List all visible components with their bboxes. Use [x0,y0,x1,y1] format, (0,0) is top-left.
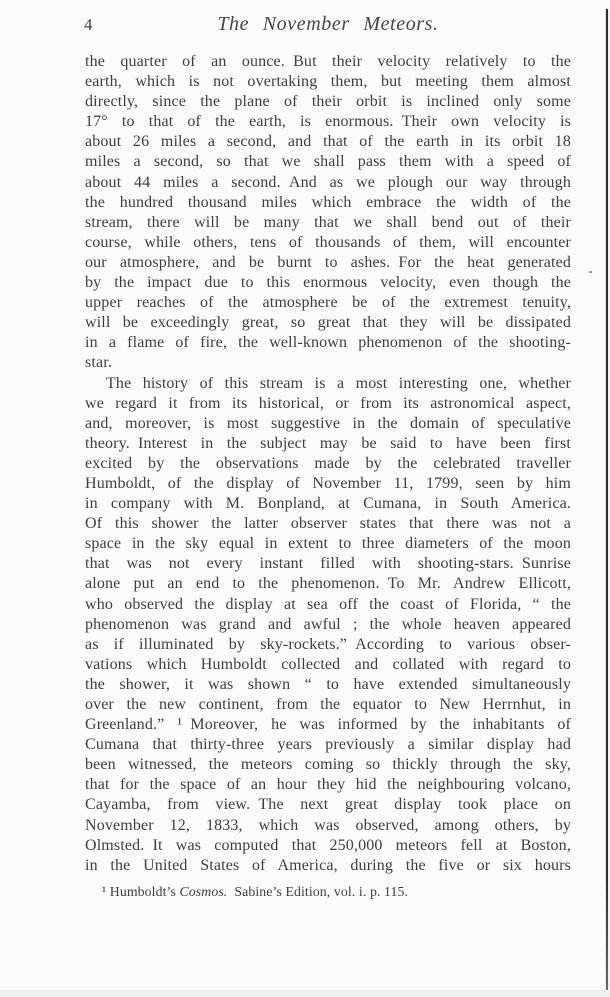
text-line: Of this shower the latter observer states that there was not a [85,515,571,533]
text-line: we regard it from its historical, or from its astronomical aspect, [85,394,571,412]
text-line: November 12, 1833, which was observed, among others, by [85,816,571,834]
footnote [102,884,562,900]
text-line: that for the space of an hour they hid the neighbouring volcano, [85,776,571,794]
text-line: miles a second, so that we shall pass them with a speed of [85,153,571,171]
text-line: the hundred thousand miles which embrace the width of the [85,193,571,211]
ink-speck [589,271,592,273]
text-line: vations which Humboldt collected and collated with regard to [85,655,571,673]
text-line: as if illuminated by sky-rockets.” According to various obser- [85,635,571,653]
text-line: Olmsted. It was computed that 250,000 meteors fell at Boston, [85,836,571,854]
text-line: by the impact due to this enormous velocity, even though the [85,274,571,292]
text-line: 17° to that of the earth, is enormous. Their own velocity is [85,113,571,131]
text-line: space in the sky equal in extent to three diameters of the moon [85,535,571,553]
footnote-work-title: Cosmos. [179,884,228,899]
text-line: Humboldt, of the display of November 11, 1799, seen by him [85,474,571,492]
page-number: 4 [84,15,93,34]
text-line: will be exceedingly great, so great that they will be dissipated [85,314,571,332]
text-line: directly, since the plane of their orbit is inclined only some [85,93,571,111]
text-line: Greenland.” ¹ Moreover, he was informed by the inhabitants of [85,716,571,734]
text-line: about 26 miles a second, and that of the earth in its orbit 18 [85,133,571,151]
text-line: phenomenon was grand and awful ; the whole heaven appeared [85,615,571,633]
text-line: stream, there will be many that we shall bend out of their [85,213,571,231]
text-line: The history of this stream is a most interesting one, whether [106,374,571,392]
footnote-text: Sabine’s Edition, vol. i. p. 115. [227,884,409,899]
text-line: over the new continent, from the equator to New Herrnhut, in [85,696,571,713]
text-line: the shower, it was shown “ to have extended simultaneously [85,675,571,693]
text-line: course, while others, tens of thousands of them, will encounter [85,233,571,251]
text-line: earth, which is not overtaking them, but meeting them almost [85,73,571,91]
footnote-text: ¹ Humboldt’s [102,884,180,899]
text-line: the quarter of an ounce. But their velocity relatively to the [85,53,571,70]
text-line: about 44 miles a second. And as we plough our way through [85,173,571,191]
text-line: that was not every instant filled with shooting-stars. Sunrise [85,555,571,573]
text-line: in company with M. Bonpland, at Cumana, in South America. [85,495,571,513]
text-line: been witnessed, the meteors coming so thickly through the sky, [85,756,571,774]
scan-bottom-band [0,990,610,997]
text-line: Cumana that thirty-three years previously a similar display had [85,736,571,754]
text-line: star. [85,354,112,372]
text-line: Cayamba, from view. The next great display took place on [85,796,571,814]
text-line: alone put an end to the phenomenon. To Mr. Andrew Ellicott, [85,575,571,593]
text-line: our atmosphere, and be burnt to ashes. For the heat generated [85,253,571,271]
text-line: excited by the observations made by the celebrated traveller [85,454,571,472]
text-line: who observed the display at sea off the coast of Florida, “ the [85,595,571,613]
text-line: in a flame of fire, the well-known phenomenon of the shooting- [85,334,571,352]
text-line: in the United States of America, during the five or six hours [85,856,571,874]
text-line: upper reaches of the atmosphere be of the extremest tenuity, [85,294,571,312]
text-line: theory. Interest in the subject may be said to have been first [85,434,571,452]
running-title: The November Meteors. [217,13,439,35]
page-edge-line [606,9,608,997]
text-line: and, moreover, is most suggestive in the domain of speculative [85,414,571,432]
body-text [85,52,571,876]
